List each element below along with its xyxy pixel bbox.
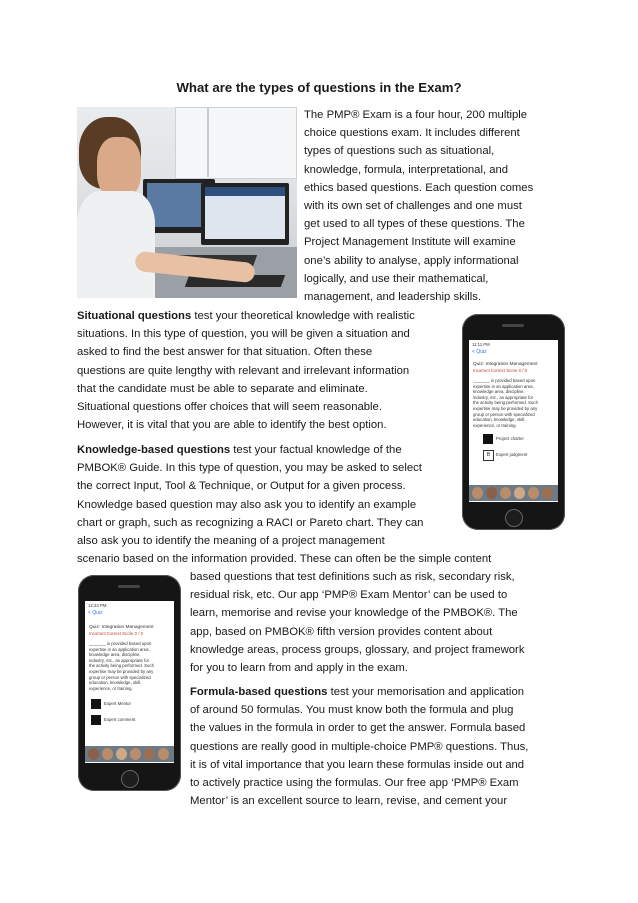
quiz-score: Incorrect Correct Score 0 / 0 (89, 631, 143, 636)
back-link: < Quiz (88, 610, 103, 616)
formula-term: Formula-based questions (190, 686, 328, 698)
avatar-strip (85, 746, 174, 762)
option-b-marker: B (483, 450, 494, 461)
option-b-marker (91, 715, 101, 725)
option-a-marker (91, 699, 101, 709)
quiz-score: Incorrect Correct Score 0 / 0 (473, 368, 527, 373)
quiz-body: _______ is provided based upon expertise in an application area, knowledge area, discipline, industry, etc., as appropriate for the activity being performed. Such expertise may be provided by any group or person with specialized education, knowledge, skill, experience, or training. (473, 378, 538, 428)
home-button (121, 770, 139, 788)
quiz-title: Quiz: Integration Management (89, 625, 154, 630)
status-time: 12:23 PM (88, 603, 107, 608)
knowledge-paragraph: Knowledge-based questions test your factual knowledge of the PMBOK® Guide. In this type of question, you may be asked to select the correct Input, Tool & Technique, or Output for a given process. Knowledge based question may also ask you to identify an example chart or graph, such as recognizing a RACI or Pareto chart. They can also ask you to identify the meaning of a project management scenario based on the information provided. These can often be the simple content (77, 444, 492, 566)
option-a[interactable]: Project charter (496, 436, 524, 441)
situational-paragraph: Situational questions test your theoretical knowledge with realistic situations. In this type of question, you will be given a situation and asked to find the best answer for that situation. Often these questions are quite lengthy with relevant and irrelevant information that the candidate must be able to separate and eliminate. Situational questions offer choices that will seem reasonable. However, it is vital that you are able to identify the best option. (77, 310, 415, 432)
option-b[interactable]: Expert judgment (496, 452, 528, 457)
option-a-marker (483, 434, 493, 444)
back-link: < Quiz (472, 349, 487, 355)
situational-term: Situational questions (77, 310, 192, 322)
status-time: 11:11 PM (472, 342, 490, 347)
intro-paragraph: The PMP® Exam is a four hour, 200 multiple choice questions exam. It includes different types of questions such as situational, knowledge, formula, interpretational, and ethics based questions. Each question comes with its own set of challenges and one must get used to all types of these questions. The Project Management Institute will examine one’s ability to analyse, apply informational logically, and use their mathematical, management, and leadership skills. (304, 109, 534, 304)
home-button (505, 509, 523, 527)
option-a[interactable]: Expert Mentor (104, 701, 131, 706)
avatar-strip (469, 485, 558, 501)
option-b[interactable]: Expert comment (104, 717, 136, 722)
formula-paragraph: Formula-based questions test your memorisation and application of around 50 formulas. You must know both the formula and plug the values in the formula in order to get the answer. Formula based questions are really good in multiple-choice PMP® questions. Thus, it is of vital importance that you learn these formulas inside out and to actively practice using the formulas. Our free app ‘PMP® Exam Mentor’ is an excellent source to learn, revise, and cement your (190, 686, 529, 808)
knowledge-continued-paragraph: based questions that test definitions such as risk, secondary risk, residual risk, etc. Our app ‘PMP® Exam Mentor’ can be used to learn, memorise and revise your knowledge of the PMBOK®. The app, based on PMBOK® fifth version provides content about knowledge areas, process groups, glossary, and project framework for you to learn from and apply in the exam. (190, 571, 525, 675)
page-title: What are the types of questions in the Exam? (176, 80, 462, 95)
phone-mockup-bottom (78, 575, 181, 791)
quiz-body: _______ is provided based upon expertise in an application area, knowledge area, discipline, industry, etc., as appropriate for the activity being performed. Such expertise may be provided by any group or person with specialized education, knowledge, skill, experience, or training. (89, 641, 154, 691)
student-computer-photo (77, 107, 297, 298)
phone-mockup-top (462, 314, 565, 530)
knowledge-term: Knowledge-based questions (77, 444, 231, 456)
quiz-title: Quiz: Integration Management (473, 362, 538, 367)
